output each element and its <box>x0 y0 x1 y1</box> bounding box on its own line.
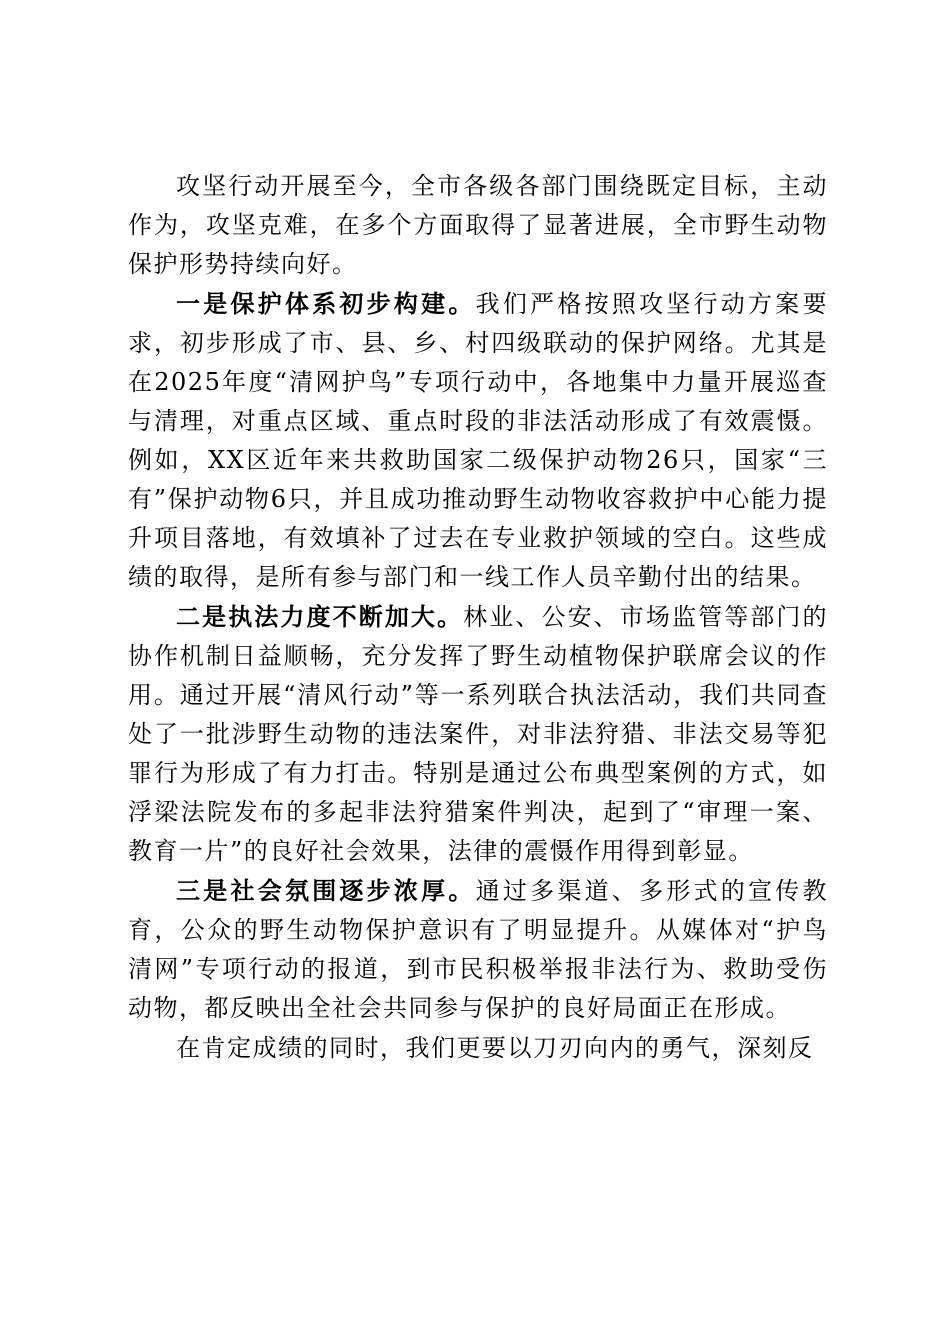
paragraph-text: 通过多渠道、多形式的宣传教育，公众的野生动物保护意识有了明显提升。从媒体对“护鸟清网”专项行动的报道，到市民积极举报非法行为、救助受伤动物，都反映出全社会共同参与保护的良好局面正在形成。 <box>128 877 829 1022</box>
paragraph-intro <box>128 166 828 284</box>
paragraph-reflection <box>128 1028 828 1068</box>
paragraph-text: 攻坚行动开展至今，全市各级各部门围绕既定目标，主动作为，攻坚克难，在多个方面取得了显著进展，全市野生动物保护形势持续向好。 <box>128 172 828 278</box>
paragraph-text: 在肯定成绩的同时，我们更要以刀刃向内的勇气，深刻反 <box>176 1034 814 1062</box>
paragraph-law-enforcement <box>128 597 828 871</box>
paragraph-text: 林业、公安、市场监管等部门的协作机制日益顺畅，充分发挥了野生动植物保护联席会议的作用。通过开展“清风行动”等一系列联合执法活动，我们共同查处了一批涉野生动物的违法案件，对非法狩猎、非法交易等犯罪行为形成了有力打击。特别是通过公布典型案例的方式，如浮梁法院发布的多起非法狩猎案件判决，起到了“审理一案、教育一片”的良好社会效果，法律的震慑作用得到彰显。 <box>128 603 829 865</box>
document-body <box>128 166 828 1068</box>
paragraph-heading: 三是社会氛围逐步浓厚。 <box>176 876 476 905</box>
paragraph-protection-system <box>128 284 828 597</box>
paragraph-heading: 二是执法力度不断加大。 <box>176 602 464 631</box>
paragraph-social-atmosphere <box>128 871 828 1028</box>
paragraph-heading: 一是保护体系初步构建。 <box>176 289 476 318</box>
paragraph-text: 我们严格按照攻坚行动方案要求，初步形成了市、县、乡、村四级联动的保护网络。尤其是在2025年度“清网护鸟”专项行动中，各地集中力量开展巡查与清理，对重点区域、重点时段的非法活动形成了有效震慑。例如，XX区近年来共救助国家二级保护动物26只，国家“三有”保护动物6只，并且成功推动野生动物收容救护中心能力提升项目落地，有效填补了过去在专业救护领域的空白。这些成绩的取得，是所有参与部门和一线工作人员辛勤付出的结果。 <box>128 290 829 591</box>
